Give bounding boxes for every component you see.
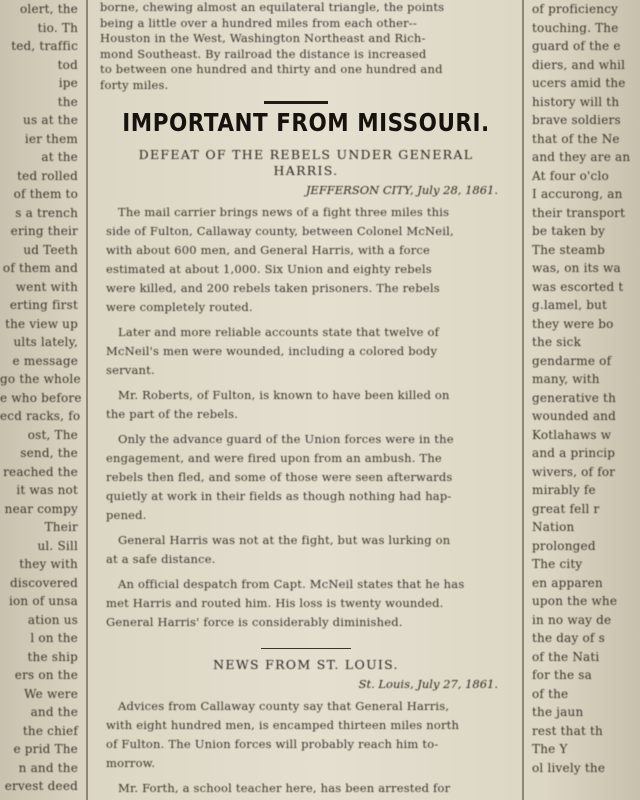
text-line: and they are an	[532, 150, 631, 164]
text-line: great fell r	[532, 501, 600, 516]
text-line: ers on the	[14, 668, 78, 682]
text-line: went with	[15, 279, 78, 294]
text-line: The Y	[532, 742, 568, 756]
text-line: that of the Ne	[532, 131, 620, 146]
text-line: with about 600 men, and General Harris, with a force	[106, 243, 431, 257]
text-line: wounded and	[532, 409, 616, 423]
text-line: was escorted t	[532, 279, 624, 294]
text-line: met Harris and routed him. His loss is twenty wounded.	[106, 596, 444, 610]
paragraph	[106, 430, 510, 525]
text-line: Kotlahaws w	[532, 427, 612, 442]
intro-text	[92, 0, 520, 93]
text-line: ecd racks, fo	[0, 409, 81, 423]
text-line: be taken by	[532, 224, 606, 238]
text-line: s a trench	[15, 205, 78, 220]
text-line: ost, The	[27, 427, 78, 442]
text-line: at a safe distance.	[106, 552, 216, 566]
text-line: Houston in the West, Washington Northeast and Rich-	[100, 31, 426, 45]
text-line: of them and	[2, 261, 78, 275]
headline-overline	[264, 101, 328, 104]
text-line: the day of s	[532, 631, 605, 645]
text-line: ier them	[24, 131, 78, 146]
text-line: were killed, and 200 rebels taken prisoners. The rebels	[106, 281, 440, 295]
paragraph	[106, 575, 510, 632]
text-line: tio. Th	[37, 20, 78, 35]
text-line: Their	[44, 520, 78, 534]
paragraph	[106, 203, 510, 317]
text-line: ults lately,	[13, 335, 78, 349]
text-line: side of Fulton, Callaway county, between Colonel McNeil,	[106, 224, 454, 238]
section-divider	[261, 648, 351, 649]
text-line: olert, the	[19, 2, 78, 16]
text-line: servant.	[106, 363, 155, 377]
text-line: tod	[57, 57, 78, 72]
text-line: e message	[12, 353, 78, 368]
second-headline: NEWS FROM ST. LOUIS.	[213, 657, 399, 672]
text-line: for the sa	[532, 668, 592, 682]
text-line: many, with	[532, 372, 600, 386]
text-line: I accurong, an	[532, 187, 623, 201]
text-line: Mr. Forth, a school teacher here, has been arrested for	[118, 781, 451, 795]
text-line: mond Southeast. By railroad the distance is increased	[100, 46, 427, 61]
text-line: estimated at about 1,000. Six Union and eighty rebels	[106, 262, 432, 276]
text-line: ion of unsa	[8, 594, 78, 608]
text-line: upon the whe	[532, 594, 618, 608]
subheadline	[92, 147, 520, 179]
text-line: e who before	[0, 390, 82, 405]
text-line: and the	[30, 705, 78, 719]
text-line: brave soldiers	[532, 113, 621, 127]
text-line: ering their	[10, 224, 78, 238]
text-line: and a princip	[532, 446, 616, 460]
text-line: touching. The	[532, 20, 619, 35]
text-line: rebels then fled, and some of those were seen afterwards	[106, 470, 453, 484]
text-line: An official despatch from Capt. McNeil states that he has	[118, 577, 465, 591]
text-line: Later and more reliable accounts state that twelve of	[118, 325, 440, 339]
text-line: the ship	[27, 649, 78, 664]
text-line: the jaun	[532, 705, 584, 719]
text-line: ipe	[58, 76, 78, 90]
text-line: was, on its wa	[532, 261, 621, 275]
text-line: it was not	[16, 483, 78, 497]
paragraph	[106, 531, 510, 569]
text-line: with eight hundred men, is encamped thirteen miles north	[106, 718, 460, 732]
text-line: General Harris was not at the fight, but was lurking on	[118, 533, 451, 547]
text-line: Advices from Callaway county say that General Harris,	[118, 699, 450, 713]
text-line: gendarme of	[532, 353, 612, 368]
second-article-body	[92, 697, 520, 800]
text-line: pened.	[106, 508, 147, 522]
text-line: The city	[532, 557, 583, 571]
text-line: g.lamel, but	[532, 298, 608, 312]
text-line: the chief	[22, 723, 78, 738]
text-line: n and the	[18, 760, 78, 775]
text-line: We were	[24, 686, 78, 701]
text-line: The mail carrier brings news of a fight three miles this	[118, 205, 450, 219]
text-line: their transport	[532, 205, 626, 220]
text-line: At four o'clo	[532, 168, 609, 183]
text-line: ation us	[27, 612, 78, 627]
text-line: ted, traffic	[11, 39, 78, 53]
text-line: ucers amid the	[532, 76, 626, 90]
text-line: send, the	[20, 446, 78, 460]
text-line: prolonged	[532, 538, 596, 553]
text-line: rest that th	[532, 723, 603, 738]
text-line: of Fulton. The Union forces will probably reach him to-	[106, 737, 439, 751]
text-line: borne, chewing almost an equilateral triangle, the points	[100, 0, 445, 14]
main-column	[92, 0, 520, 800]
text-line: e prid The	[13, 742, 78, 756]
article-body	[92, 203, 520, 638]
text-line: discovered	[9, 575, 78, 590]
text-line: of the	[532, 686, 569, 701]
dateline: JEFFERSON CITY, July 28, 1861.	[305, 183, 498, 197]
text-line: of proficiency	[532, 2, 619, 16]
text-line: ud Teeth	[23, 242, 78, 257]
text-line: the view up	[5, 316, 78, 331]
text-line: ol lively the	[532, 760, 606, 775]
paragraph	[106, 779, 510, 798]
text-line: forty miles.	[100, 77, 169, 92]
column-rule-left	[86, 0, 88, 800]
text-line: l on the	[30, 631, 78, 645]
text-line: mirably fe	[532, 483, 596, 497]
right-column	[528, 0, 640, 800]
text-line: en apparen	[532, 575, 603, 590]
headline: IMPORTANT FROM MISSOURI.	[122, 108, 490, 137]
text-line: General Harris' force is considerably diminished.	[106, 615, 403, 629]
text-line: to between one hundred and thirty and one hundred and	[100, 62, 443, 76]
text-line: engagement, and were fired upon from an ambush. The	[106, 451, 442, 465]
text-line: diers, and whil	[532, 57, 626, 72]
text-line: McNeil's men were wounded, including a colored body	[106, 344, 438, 358]
text-line: reached the	[3, 464, 78, 479]
paragraph	[106, 386, 510, 424]
text-line: they with	[19, 557, 78, 571]
text-line: in no way de	[532, 612, 612, 627]
text-line: wivers, of for	[532, 464, 616, 479]
left-column	[0, 0, 82, 800]
text-line: being a little over a hundred miles from each other--	[100, 15, 417, 30]
text-line: Nation	[532, 520, 575, 534]
text-line: The steamb	[532, 242, 605, 257]
text-line: at the	[41, 150, 78, 164]
text-line: ul. Sill	[37, 538, 78, 553]
text-line: go the whole	[0, 372, 81, 386]
text-line: Mr. Roberts, of Fulton, is known to have been killed on	[118, 388, 450, 402]
text-line: Only the advance guard of the Union forces were in the	[118, 432, 454, 446]
text-line: ted rolled	[17, 168, 78, 183]
text-line: near compy	[4, 501, 78, 516]
text-line: the sick	[532, 335, 582, 349]
text-line: quietly at work in their fields as though nothing had hap-	[106, 489, 452, 503]
second-dateline: St. Louis, July 27, 1861.	[358, 677, 498, 691]
paragraph	[106, 323, 510, 380]
text-line: they were bo	[532, 316, 614, 331]
text-line: were completely routed.	[106, 300, 253, 314]
text-line: us at the	[23, 113, 78, 127]
text-line: the	[57, 94, 78, 109]
subheadline-line: HARRIS.	[273, 163, 339, 178]
text-line: of the Nati	[532, 649, 600, 664]
text-line: the part of the rebels.	[106, 407, 239, 421]
text-line: morrow.	[106, 756, 156, 770]
text-line: ervest deed	[4, 779, 78, 793]
text-line: of them to	[13, 187, 78, 201]
text-line: history will th	[532, 94, 620, 109]
paragraph	[106, 697, 510, 773]
column-rule-right	[522, 0, 524, 800]
text-line: generative th	[532, 390, 617, 405]
subheadline-line: DEFEAT OF THE REBELS UNDER GENERAL	[138, 147, 474, 162]
text-line: erting first	[9, 298, 78, 312]
text-line: guard of the e	[532, 39, 621, 53]
